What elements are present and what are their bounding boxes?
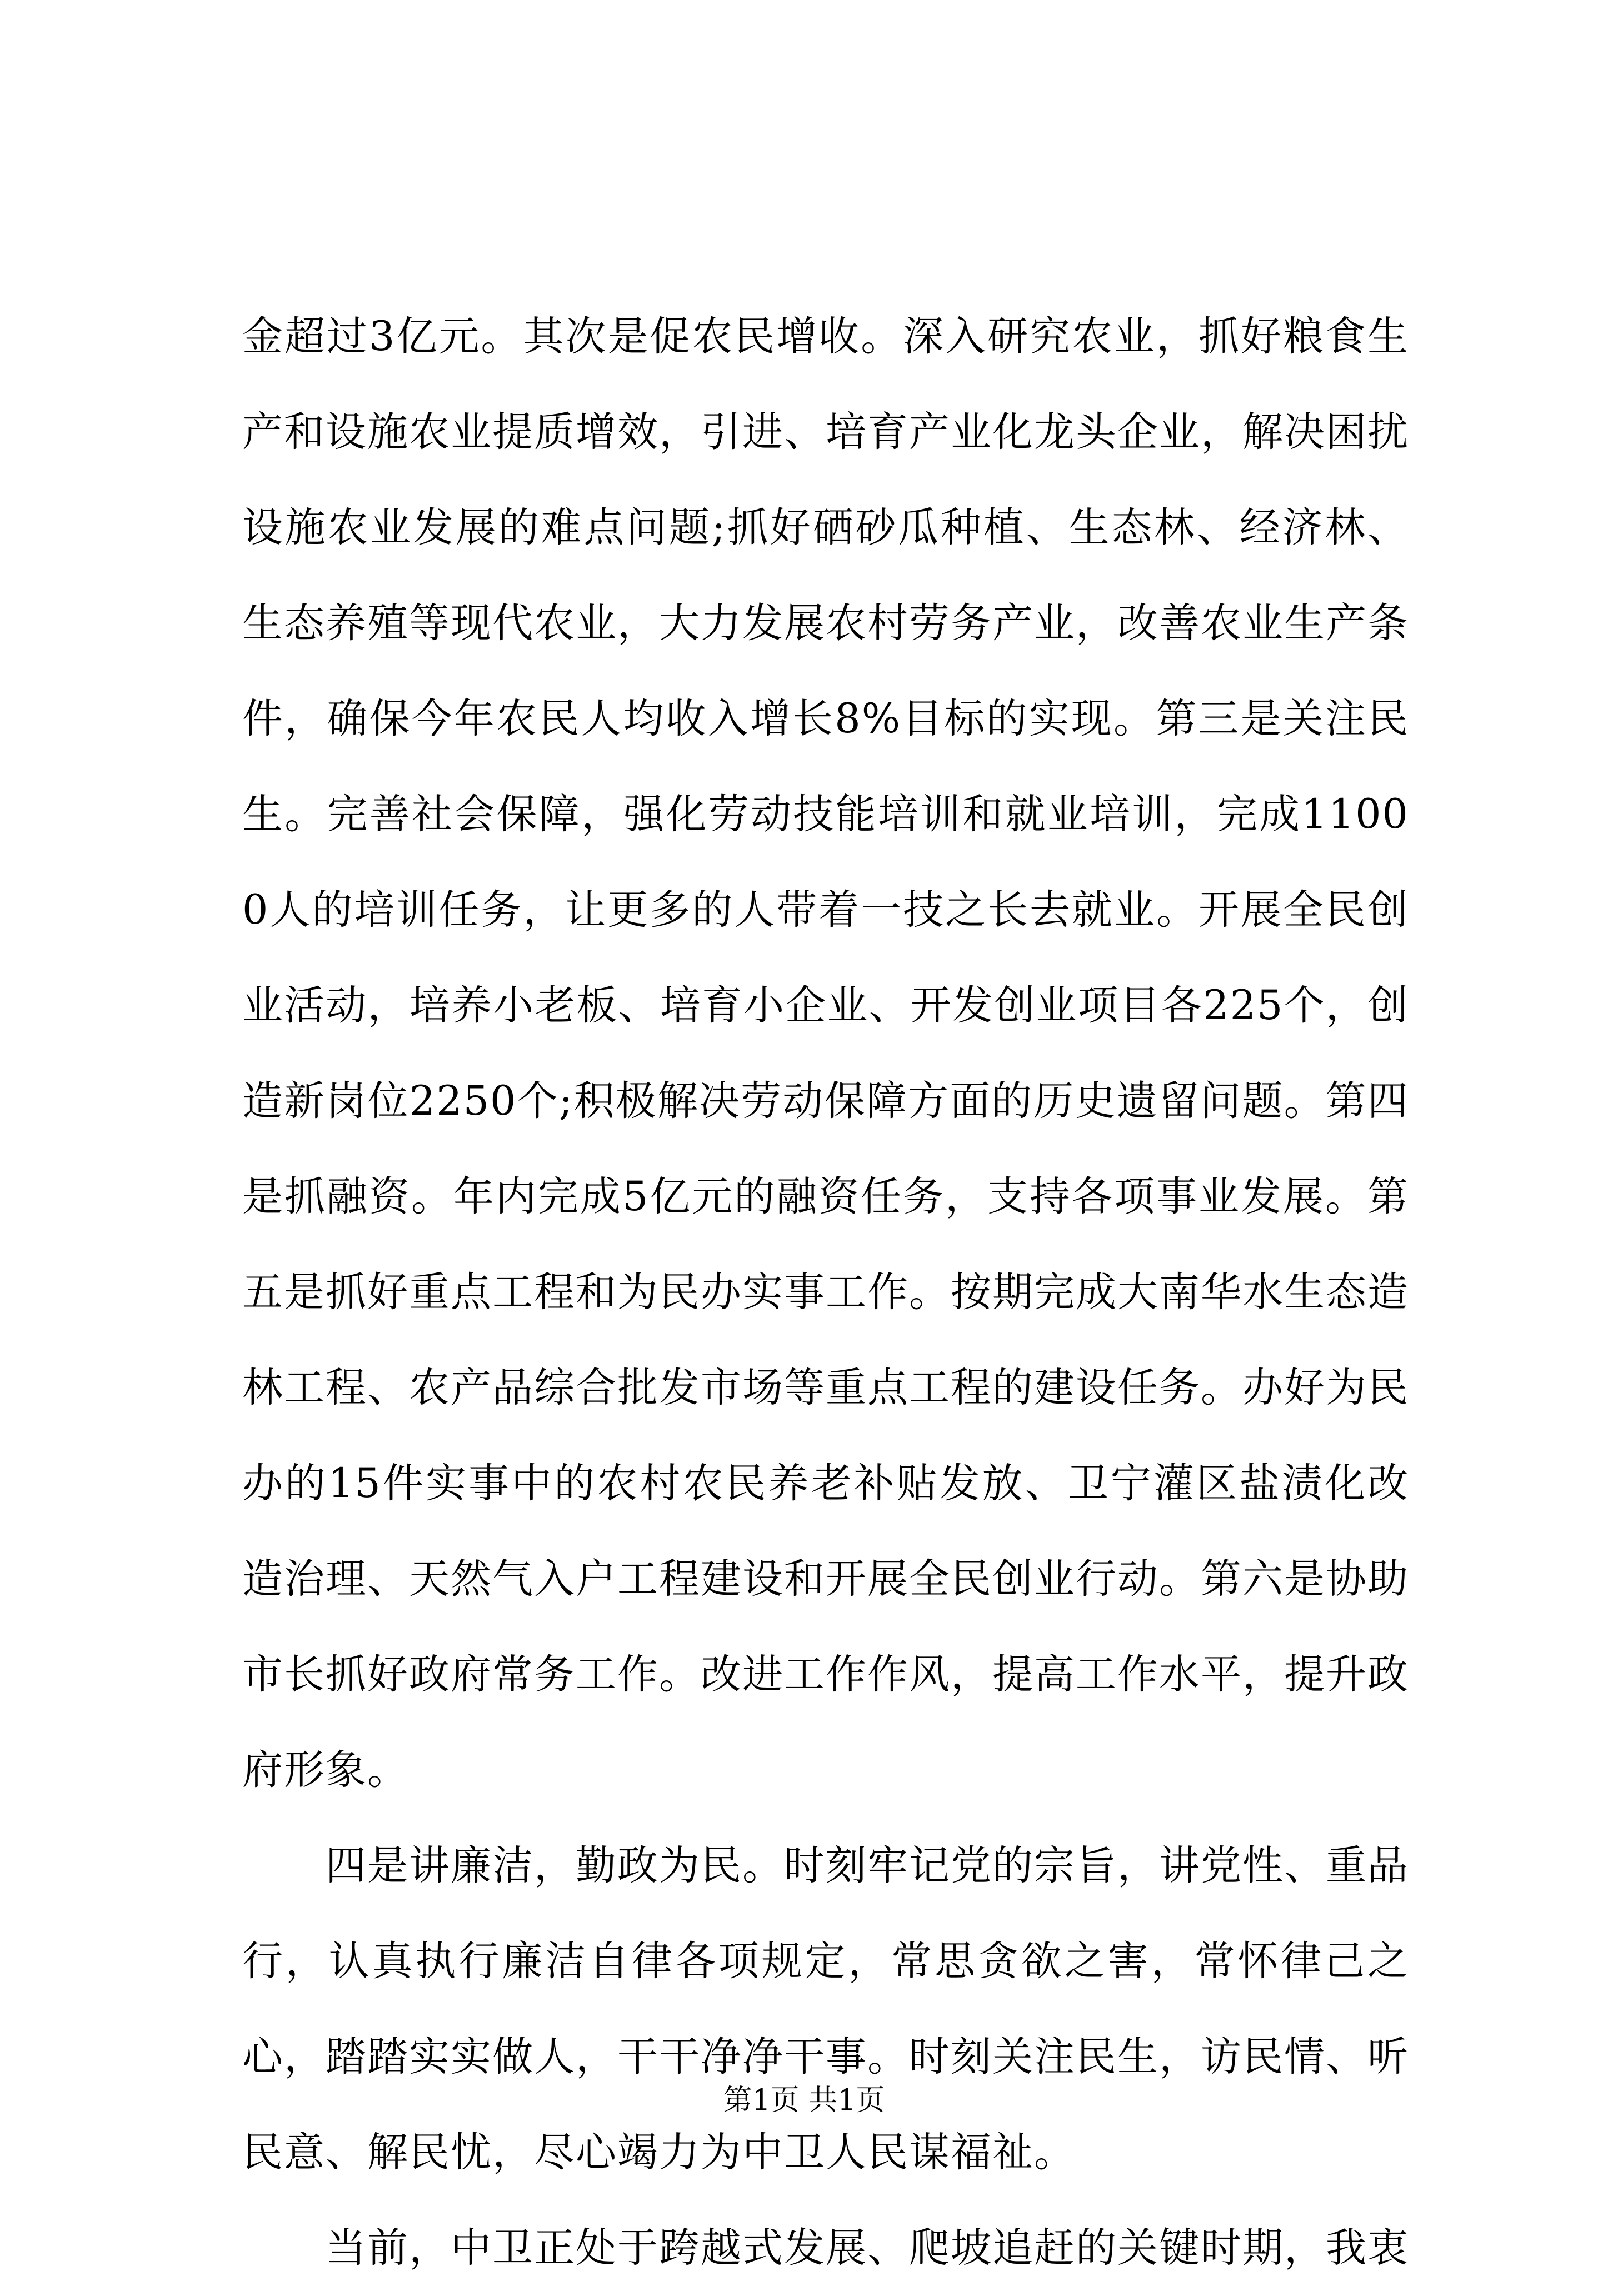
document-body — [242, 289, 1409, 2296]
paragraph-2: 四是讲廉洁，勤政为民。时刻牢记党的宗旨，讲党性、重品行，认真执行廉洁自律各项规定，常思贪欲之害，常怀律己之心，踏踏实实做人，干干净净干事。时刻关注民生，访民情、听民意、解民忧，尽心竭力为中卫人民谋福祉。 — [242, 1842, 1409, 2176]
paragraph-3: 当前，中卫正处于跨越式发展、爬坡追赶的关键时期，我衷 — [326, 2224, 1409, 2272]
page-footer: 第1页 共1页 — [723, 2084, 885, 2117]
paragraph-1: 金超过3亿元。其次是促农民增收。深入研究农业，抓好粮食生产和设施农业提质增效，引进、培育产业化龙头企业，解决困扰设施农业发展的难点问题;抓好硒砂瓜种植、生态林、经济林、生态养殖等现代农业，大力发展农村劳务产业，改善农业生产条件，确保今年农民人均收入增长8%目标的实现。第三是关注民生。完善社会保障，强化劳动技能培训和就业培训，完成11000人的培训任务，让更多的人带着一技之长去就业。开展全民创业活动，培养小老板、培育小企业、开发创业项目各225个，创造新岗位2250个;积极解决劳动保障方面的历史遗留问题。第四是抓融资。年内完成5亿元的融资任务，支持各项事业发展。第五是抓好重点工程和为民办实事工作。按期完成大南华水生态造林工程、农产品综合批发市场等重点工程的建设任务。办好为民办的15件实事中的农村农民养老补贴发放、卫宁灌区盐渍化改造治理、天然气入户工程建设和开展全民创业行动。第六是协助市长抓好政府常务工作。改进工作作风，提高工作水平，提升政府形象。 — [242, 313, 1409, 1794]
